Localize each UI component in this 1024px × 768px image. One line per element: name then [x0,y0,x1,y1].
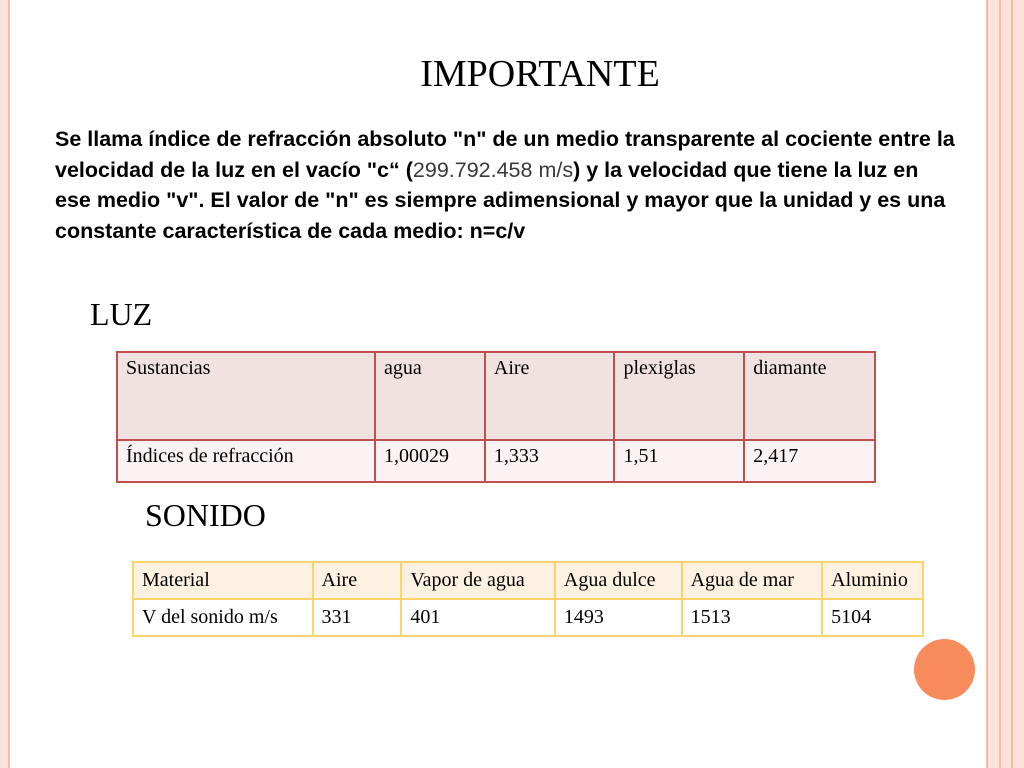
luz-table [116,351,876,483]
table-cell: V del sonido m/s [133,599,313,636]
table-cell: Agua dulce [555,562,682,599]
table-cell: Material [133,562,313,599]
table-cell: Aire [313,562,402,599]
table-cell: Vapor de agua [401,562,555,599]
table-cell: agua [375,352,485,440]
table-row [133,562,923,599]
table-cell: Sustancias [117,352,375,440]
slide-frame-left [0,0,10,768]
table-cell: 1,333 [485,440,615,482]
definition-paragraph [55,124,960,246]
table-cell: 1,51 [614,440,744,482]
table-cell: 1,00029 [375,440,485,482]
slide-frame-right [980,0,1024,768]
decorative-circle [914,639,975,700]
table-cell: diamante [744,352,875,440]
paragraph-text-start: Se llama índice de refracción absoluto "n" de un medio transparente al cociente entre la velocidad de la luz en el vacío "c“ ( [55,127,955,182]
table-cell: 2,417 [744,440,875,482]
table-row [133,599,923,636]
table-cell: 5104 [822,599,923,636]
table-cell: plexiglas [614,352,744,440]
sonido-heading: SONIDO [145,497,266,533]
sonido-table [132,561,924,637]
speed-of-light-value: 299.792.458 m/s [412,157,574,182]
table-cell: Agua de mar [682,562,823,599]
table-cell: 401 [401,599,555,636]
table-cell: Aire [485,352,615,440]
table-cell: Índices de refracción [117,440,375,482]
paragraph-text-end: ) y la velocidad que tiene la luz en ese medio "v". El valor de "n" es siempre adimensional y mayor que la unidad y es una constante característica de cada medio: n=c/v [55,157,946,243]
table-cell: 1493 [555,599,682,636]
table-row [117,440,875,482]
luz-heading: LUZ [90,296,153,332]
table-row [117,352,875,440]
table-cell: 1513 [682,599,823,636]
slide-title: IMPORTANTE [420,53,660,95]
table-cell: 331 [313,599,402,636]
table-cell: Aluminio [822,562,923,599]
